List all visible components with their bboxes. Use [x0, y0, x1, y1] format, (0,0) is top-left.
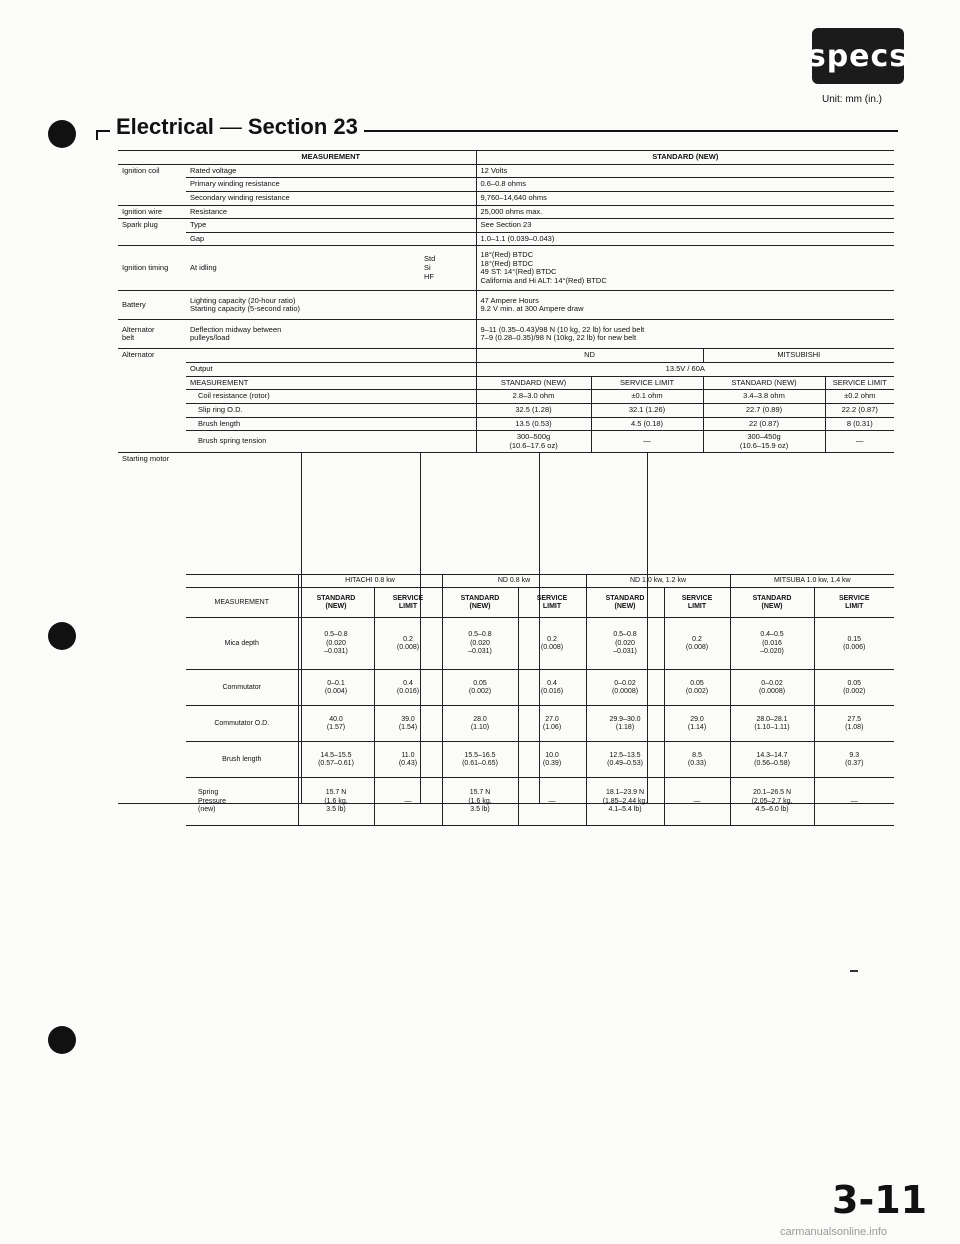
starter-value: 0.2 (0.008) [518, 618, 586, 670]
table-row [186, 778, 894, 826]
row-label: Spark plug [118, 219, 186, 246]
starter-brand-nd-10: ND 1.0 kw, 1.2 kw [586, 575, 730, 588]
alternator-brand-mitsubishi: MITSUBISHI [703, 349, 894, 363]
table-row [186, 588, 894, 618]
table-row [118, 349, 894, 363]
standard-value: 1.0–1.1 (0.039–0.043) [476, 232, 894, 246]
starter-value: 0.2 (0.008) [374, 618, 442, 670]
measurement-name: At idling [186, 246, 420, 291]
table-row [118, 178, 894, 192]
measurement-name: Coil resistance (rotor) [186, 390, 476, 404]
section-name: Electrical [116, 114, 214, 139]
nd-standard-value: 13.5 (0.53) [476, 417, 591, 431]
row-label: Ignition wire [118, 205, 186, 219]
binder-hole-icon [48, 1026, 76, 1054]
row-label: Alternator belt [118, 320, 186, 349]
standard-value: 47 Ampere Hours 9.2 V min. at 300 Ampere draw [476, 291, 894, 320]
starter-value: 0.2 (0.008) [664, 618, 730, 670]
measurement-name: Mica depth [186, 618, 298, 670]
header-row [118, 151, 894, 165]
section-number: Section 23 [247, 114, 358, 139]
mitsubishi-standard-value: 3.4–3.8 ohm [703, 390, 825, 404]
starter-value: 11.0 (0.43) [374, 742, 442, 778]
nd-service-value: — [591, 431, 703, 453]
measurement-name: Rated voltage [186, 164, 476, 178]
starter-value: 0–0.02 (0.0008) [730, 670, 814, 706]
starter-value: 27.0 (1.06) [518, 706, 586, 742]
standard-header: STANDARD (NEW) [442, 588, 518, 618]
nd-standard-value: 32.5 (1.28) [476, 403, 591, 417]
table-row [118, 291, 894, 320]
section-dash: — [219, 114, 242, 139]
mitsubishi-standard-value: 22 (0.87) [703, 417, 825, 431]
starter-value: 10.0 (0.39) [518, 742, 586, 778]
mitsubishi-standard-header: STANDARD (NEW) [703, 376, 825, 390]
starter-value: 8.5 (0.33) [664, 742, 730, 778]
mitsubishi-service-value: 22.2 (0.87) [825, 403, 894, 417]
starting-motor-table [186, 574, 894, 826]
measurement-name: Brush length [186, 417, 476, 431]
starter-value: 0.5–0.8 (0.020 –0.031) [442, 618, 518, 670]
starter-value: 0–0.02 (0.0008) [586, 670, 664, 706]
table-row [118, 363, 894, 377]
starter-value: — [518, 778, 586, 826]
starter-value: 40.0 (1.57) [298, 706, 374, 742]
starter-value: 0.5–0.8 (0.020 –0.031) [586, 618, 664, 670]
service-header: SERVICE LIMIT [814, 588, 894, 618]
table-row [118, 376, 894, 390]
standard-value: 25,000 ohms max. [476, 205, 894, 219]
service-header: SERVICE LIMIT [664, 588, 730, 618]
table-row [186, 618, 894, 670]
nd-service-value: ±0.1 ohm [591, 390, 703, 404]
measurement-name: Spring Pressure (new) [186, 778, 298, 826]
table-row [118, 431, 894, 453]
timing-variants: Std Si HF [420, 246, 476, 291]
table-row [118, 417, 894, 431]
table-row [118, 232, 894, 246]
starter-value: 18.1–23.9 N (1.85–2.44 kg, 4.1–5.4 lb) [586, 778, 664, 826]
row-label: Alternator [118, 349, 186, 453]
table-row [186, 575, 894, 588]
starter-value: 12.5–13.5 (0.49–0.53) [586, 742, 664, 778]
alternator-brand-nd: ND [476, 349, 703, 363]
starter-value: 0.05 (0.002) [664, 670, 730, 706]
section-title [110, 114, 364, 140]
measurement-name: Secondary winding resistance [186, 191, 476, 205]
row-label: Battery [118, 291, 186, 320]
measurement-name: Gap [186, 232, 476, 246]
measurement-name: Slip ring O.D. [186, 403, 476, 417]
row-label: Starting motor [118, 453, 186, 804]
starter-value: 28.0 (1.10) [442, 706, 518, 742]
table-row [186, 742, 894, 778]
measurement-name: Resistance [186, 205, 476, 219]
starter-measurement-header: MEASUREMENT [186, 588, 298, 618]
page-mark [850, 970, 858, 972]
service-header: SERVICE LIMIT [374, 588, 442, 618]
measurement-name: Lighting capacity (20-hour ratio) Starting capacity (5-second ratio) [186, 291, 476, 320]
section-rule-tick [96, 130, 98, 140]
table-row [118, 219, 894, 233]
binder-hole-icon [48, 622, 76, 650]
unit-note: Unit: mm (in.) [822, 94, 882, 105]
starter-value: 14.3–14.7 (0.56–0.58) [730, 742, 814, 778]
starter-value: 29.9–30.0 (1.18) [586, 706, 664, 742]
starter-value: 0.05 (0.002) [442, 670, 518, 706]
row-label: Ignition coil [118, 164, 186, 205]
starter-value: 15.5–16.5 (0.61–0.65) [442, 742, 518, 778]
starter-value: 0.4–0.5 (0.016 –0.020) [730, 618, 814, 670]
standard-value: See Section 23 [476, 219, 894, 233]
starter-brand-nd-08: ND 0.8 kw [442, 575, 586, 588]
mitsubishi-standard-value: 22.7 (0.89) [703, 403, 825, 417]
starter-brand-hitachi: HITACHI 0.8 kw [298, 575, 442, 588]
nd-service-value: 4.5 (0.18) [591, 417, 703, 431]
row-label: Ignition timing [118, 246, 186, 291]
standard-value: 9,760–14,640 ohms [476, 191, 894, 205]
starter-value: 27.5 (1.08) [814, 706, 894, 742]
measurement-name: Brush length [186, 742, 298, 778]
table-row [118, 390, 894, 404]
starter-value: 0.4 (0.016) [374, 670, 442, 706]
page-number: 3-11 [832, 1178, 928, 1222]
starter-value: 0.4 (0.016) [518, 670, 586, 706]
standard-value: 18°(Red) BTDC 18°(Red) BTDC 49 ST: 14°(Red) BTDC California and Hi ALT: 14°(Red) BTDC [476, 246, 894, 291]
starter-value: — [374, 778, 442, 826]
starter-value: — [664, 778, 730, 826]
binder-hole-icon [48, 120, 76, 148]
starter-value: 0.5–0.8 (0.020 –0.031) [298, 618, 374, 670]
starter-value: 14.5–15.5 (0.57–0.61) [298, 742, 374, 778]
table-row [186, 670, 894, 706]
starter-value: 28.0–28.1 (1.10–1.11) [730, 706, 814, 742]
measurement-name: Commutator O.D. [186, 706, 298, 742]
mitsubishi-service-value: ±0.2 ohm [825, 390, 894, 404]
mitsubishi-service-value: — [825, 431, 894, 453]
table-row [118, 164, 894, 178]
standard-header: STANDARD (NEW) [298, 588, 374, 618]
mitsubishi-service-header: SERVICE LIMIT [825, 376, 894, 390]
measurement-name: Primary winding resistance [186, 178, 476, 192]
measurement-name: Brush spring tension [186, 431, 476, 453]
starter-value: 0.15 (0.006) [814, 618, 894, 670]
alternator-measurement-header: MEASUREMENT [186, 376, 476, 390]
measurement-header: MEASUREMENT [186, 151, 476, 165]
table-row [118, 246, 894, 291]
standard-value: 0.6–0.8 ohms [476, 178, 894, 192]
nd-standard-value: 300–500g (10.6–17.6 oz) [476, 431, 591, 453]
nd-service-value: 32.1 (1.26) [591, 403, 703, 417]
starter-value: — [814, 778, 894, 826]
starter-value: 0–0.1 (0.004) [298, 670, 374, 706]
starter-value: 0.05 (0.002) [814, 670, 894, 706]
mitsubishi-service-value: 8 (0.31) [825, 417, 894, 431]
output-label: Output [186, 363, 476, 377]
nd-service-header: SERVICE LIMIT [591, 376, 703, 390]
nd-standard-value: 2.8–3.0 ohm [476, 390, 591, 404]
table-row [118, 191, 894, 205]
measurement-name: Commutator [186, 670, 298, 706]
starter-brand-mitsuba: MITSUBA 1.0 kw, 1.4 kw [730, 575, 894, 588]
starter-value: 15.7 N (1.6 kg, 3.5 lb) [442, 778, 518, 826]
standard-value: 9–11 (0.35–0.43)/98 N (10 kg, 22 lb) for used belt 7–9 (0.28–0.35)/98 N (10kg, 22 lb) for new belt [476, 320, 894, 349]
watermark: carmanualsonline.info [780, 1226, 888, 1238]
specs-logo: specs [812, 28, 904, 84]
table-row [118, 320, 894, 349]
starter-value: 15.7 N (1.6 kg, 3.5 lb) [298, 778, 374, 826]
service-header: SERVICE LIMIT [518, 588, 586, 618]
starter-value: 39.0 (1.54) [374, 706, 442, 742]
nd-standard-header: STANDARD (NEW) [476, 376, 591, 390]
standard-header: STANDARD (NEW) [586, 588, 664, 618]
measurement-name: Type [186, 219, 476, 233]
standard-value: 12 Volts [476, 164, 894, 178]
standard-header: STANDARD (NEW) [730, 588, 814, 618]
measurement-name: Deflection midway between pulleys/load [186, 320, 476, 349]
table-row [118, 205, 894, 219]
starter-value: 29.0 (1.14) [664, 706, 730, 742]
starter-value: 9.3 (0.37) [814, 742, 894, 778]
output-value: 13.5V / 60A [476, 363, 894, 377]
table-row [186, 706, 894, 742]
mitsubishi-standard-value: 300–450g (10.6–15.9 oz) [703, 431, 825, 453]
table-row [118, 403, 894, 417]
standard-header: STANDARD (NEW) [476, 151, 894, 165]
starter-value: 20.1–26.5 N (2.05–2.7 kg, 4.5–6.0 lb) [730, 778, 814, 826]
